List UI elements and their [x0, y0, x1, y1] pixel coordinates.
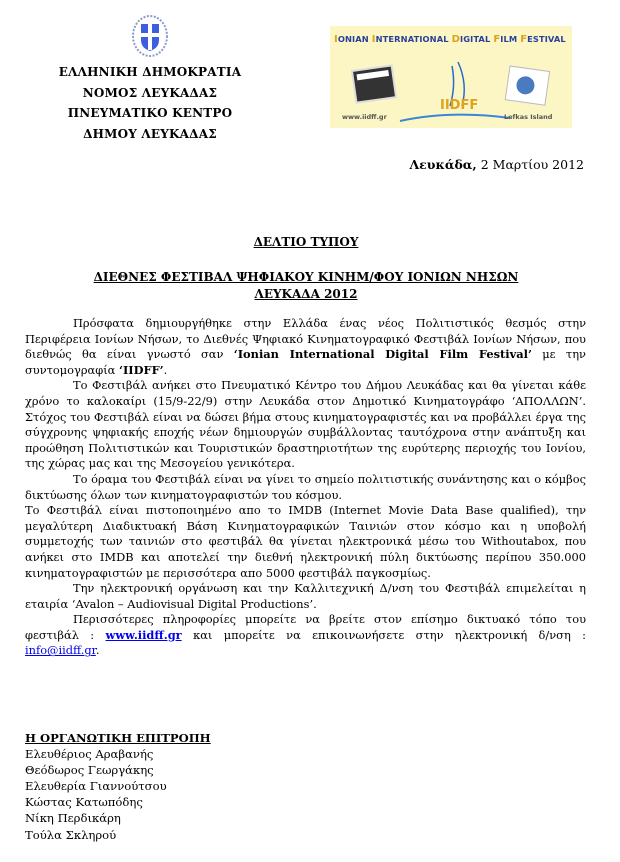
letterhead [40, 14, 260, 144]
paragraph [25, 612, 586, 659]
paragraph: Το όραμα του Φεστιβάλ είναι να γίνει το σημείο πολιτιστικής συνάντησης και ο κόμβος δικτύωσης όλων των κινηματογραφιστών του κόσμου. [25, 471, 586, 502]
letterhead-line: ΠΝΕΥΜΑΤΙΚΟ ΚΕΝΤΡΟ [67, 106, 233, 120]
committee-member: Ελευθέριος Αραβανής [25, 747, 154, 762]
body-text [25, 316, 586, 659]
subtitle-line: ΛΕΥΚΑΔΑ 2012 [254, 287, 358, 301]
committee-member: Κώστας Κατωπόδης [25, 795, 143, 810]
greek-coat-of-arms-icon [131, 14, 169, 58]
text: και μπορείτε να επικοινωνήσετε στην ηλεκτρονική δ/νση : [181, 627, 586, 642]
text: Πρόσφατα δημιουργήθηκε στην Ελλάδα ένας νέος Πολιτιστικός θεσμός στην Περιφέρεια Ιονίων Νήσων, το Διεθνές Ψηφιακό Κινηματογραφικό Φεστιβάλ Ιονίων Νήσων, που διεθνώς θα είναι γνωστό σαν [25, 316, 586, 362]
committee-member: Θεόδωρος Γεωργάκης [25, 763, 154, 778]
logo-acronym: IIDFF [440, 98, 479, 113]
text: με την συντομογραφία [25, 347, 586, 377]
festival-name: ‘Ionian International Digital Film Festival’ [233, 347, 532, 362]
text: . [163, 362, 168, 377]
email-link[interactable]: info@iidff.gr [25, 643, 96, 658]
document-subtitle [0, 269, 612, 303]
paragraph: Το Φεστιβάλ ανήκει στο Πνευματικό Κέντρο του Δήμου Λευκάδας και θα γίνεται κάθε χρόνο το καλοκαίρι (15/9-22/9) στην Λευκάδα στον Δημοτικό Κινηματογράφο ‘ΑΠΟΛΛΩΝ’. Στόχος του Φεστιβάλ είναι να δώσει βήμα στους κινηματογραφιστές και να προβάλλει έργα της σύγχρονης ψηφιακής εποχής νέων δημιουργών συμβάλλοντας ταυτόχρονα στην ανάπτυξη και προώθηση Πολιτιστικών και Τουριστικών δραστηριοτήτων της ευρύτερης περιοχής του Ιονίου, της χώρας μας και της Μεσογείου γενικότερα. [25, 378, 586, 471]
organizing-committee [25, 730, 211, 843]
paragraph: Το Φεστιβάλ είναι πιστοποιημένο απο το IMDB (Internet Movie Data Base qualified), την μεγαλύτερη Διαδικτυακή Βάση Κινηματογραφικών Ταινιών στον κόσμο και η υποβολή συμμετοχής των ταινιών στο φεστιβάλ θα γίνεται ηλεκτρονικά μέσω του Withoutabox, που ανήκει στο IMDB και αποτελεί την διεθνή ηλεκτρονική πύλη δικτύωσης περίπου 350.000 κινηματογραφιστών με περισσότερα απο 5000 φεστιβάλ παγκοσμίως. [25, 503, 586, 580]
committee-heading: Η ΟΡΓΑΝΩΤΙΚΗ ΕΠΙΤΡΟΠΗ [25, 731, 211, 745]
subtitle-line: ΔΙΕΘΝΕΣ ΦΕΣΤΙΒΑΛ ΨΗΦΙΑΚΟΥ ΚΙΝΗΜ/ΦΟΥ ΙΟΝΙΩΝ ΝΗΣΩΝ [93, 270, 519, 284]
document-title: ΔΕΛΤΙΟ ΤΥΠΟΥ [253, 235, 359, 249]
letterhead-line: ΔΗΜΟΥ ΛΕΥΚΑΔΑΣ [83, 126, 217, 141]
date-line [409, 157, 584, 172]
committee-member: Τούλα Σκληρού [25, 827, 117, 842]
letterhead-line: ΕΛΛΗΝΙΚΗ ΔΗΜΟΚΡΑΤΙΑ [58, 65, 242, 79]
paragraph [25, 316, 586, 378]
committee-member: Νίκη Περδικάρη [25, 811, 121, 826]
logo-place: Lefkas Island [504, 113, 553, 121]
letterhead-line: ΝΟΜΟΣ ΛΕΥΚΑΔΑΣ [82, 85, 218, 100]
logo-title: IONIAN INTERNATIONAL DIGITAL FILM FESTIVAL [334, 34, 566, 45]
paragraph: Την ηλεκτρονική οργάνωση και την Καλλιτεχνική Δ/νση του Φεστιβάλ επιμελείται η εταιρία ‘Avalon – Audiovisual Digital Productions’. [25, 581, 586, 611]
text: Περισσότερες πληροφορίες μπορείτε να βρείτε στον επίσημο δικτυακό τόπο του φεστιβάλ : [25, 612, 586, 642]
logo-url: www.iidff.gr [342, 113, 387, 121]
website-link[interactable]: www.iidff.gr [105, 627, 182, 642]
date-place: Λευκάδα, [409, 157, 477, 172]
committee-member: Ελευθερία Γιαννούτσου [25, 779, 167, 794]
festival-acronym: ‘IIDFF’ [119, 362, 164, 377]
date-value: 2 Μαρτίου 2012 [480, 157, 584, 172]
iidff-logo [330, 26, 572, 128]
text: . [95, 643, 100, 658]
